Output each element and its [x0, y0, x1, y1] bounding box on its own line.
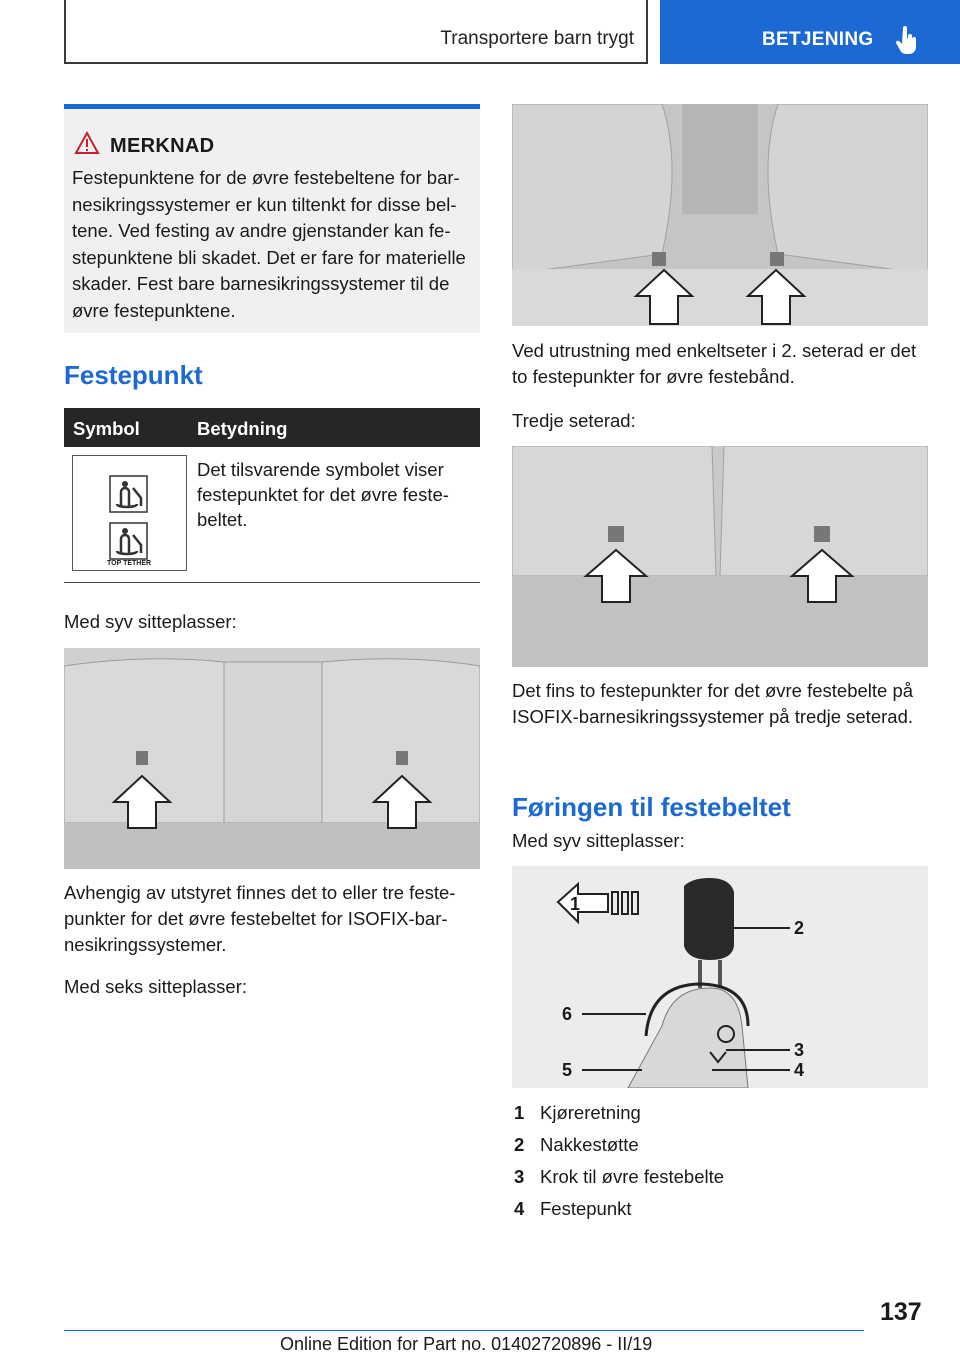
table-col-meaning: Betydning — [197, 418, 288, 439]
header-section-title: Transportere barn trygt — [440, 28, 634, 49]
legend-num: 3 — [514, 1166, 525, 1187]
notice-box — [64, 104, 480, 333]
table-row-meaning: Det tilsvarende symbolet viser festepunktet for det øvre festebeltet. — [197, 459, 449, 530]
table-row — [64, 447, 480, 583]
legend-text: Festepunkt — [540, 1198, 632, 1219]
diagram-label-1: 1 — [570, 894, 581, 914]
legend-num: 4 — [514, 1198, 525, 1219]
diagram-label-3: 3 — [794, 1040, 805, 1060]
header-chapter-title: BETJENING — [762, 29, 874, 50]
six-seat-anchor-photo — [512, 104, 928, 326]
third-row-anchor-photo — [512, 446, 928, 667]
child-seat-symbol — [72, 455, 187, 571]
belt-routing-diagram — [512, 866, 928, 1088]
diagram-label-2: 2 — [794, 918, 805, 938]
diagram-label-5: 5 — [562, 1060, 573, 1080]
notice-body: Festepunktene for de øvre festebeltene for barnesikringssystemer er kun tiltenkt for disse beltene. Ved festing av andre gjenstander kan festepunktene bli skadet. Det er fare for materielle skader. Fest bare barnesikringssystemer til de øvre festepunktene. — [72, 167, 466, 321]
isofix-third-row-paragraph: Det fins to festepunkter for det øvre festebelte på ISOFIX-barnesikringssystemer på tredje seterad. — [512, 680, 914, 727]
symbol-table-header — [64, 408, 480, 447]
notice-title: MERKNAD — [110, 135, 215, 157]
legend-num: 2 — [514, 1134, 525, 1155]
seat-anchor-illustration-2 — [512, 104, 928, 326]
section-heading-festepunkt: Festepunkt — [64, 360, 203, 390]
pointing-hand-icon — [896, 26, 918, 56]
warning-triangle-icon — [74, 131, 100, 155]
legend-text: Kjøreretning — [540, 1102, 641, 1123]
diagram-label-6: 6 — [562, 1004, 573, 1024]
header-section-box — [64, 0, 648, 64]
third-row-label: Tredje seterad: — [512, 410, 636, 431]
section-heading-foringen: Føringen til festebeltet — [512, 792, 791, 822]
child-seat-anchor-icon — [73, 456, 188, 572]
seven-seats-label-2: Med syv sitteplasser: — [512, 830, 685, 851]
single-seats-paragraph: Ved utrustning med enkeltseter i 2. seterad er det to festepunkter for øvre festebånd. — [512, 340, 917, 387]
legend-num: 1 — [514, 1102, 525, 1123]
seven-seat-anchor-photo — [64, 648, 480, 869]
table-col-symbol: Symbol — [73, 418, 140, 439]
anchor-count-paragraph: Avhengig av utstyret finnes det to eller tre festepunkter for det øvre festebeltet for ISOFIX-barnesikringssystemer. — [64, 882, 456, 955]
footer-divider — [64, 1330, 864, 1331]
seat-anchor-illustration — [64, 648, 480, 869]
legend-text: Nakkestøtte — [540, 1134, 639, 1155]
legend-text: Krok til øvre festebelte — [540, 1166, 725, 1187]
symbol-caption: TOP TETHER — [107, 560, 152, 567]
seven-seats-label: Med syv sitteplasser: — [64, 611, 237, 632]
diagram-label-4: 4 — [794, 1060, 805, 1080]
header-chapter-tab[interactable] — [660, 0, 960, 64]
seat-anchor-illustration-3 — [512, 446, 928, 667]
page-number: 137 — [880, 1298, 922, 1326]
six-seats-label: Med seks sitteplasser: — [64, 976, 248, 997]
footer-edition: Online Edition for Part no. 01402720896 - II/19 — [280, 1334, 653, 1354]
